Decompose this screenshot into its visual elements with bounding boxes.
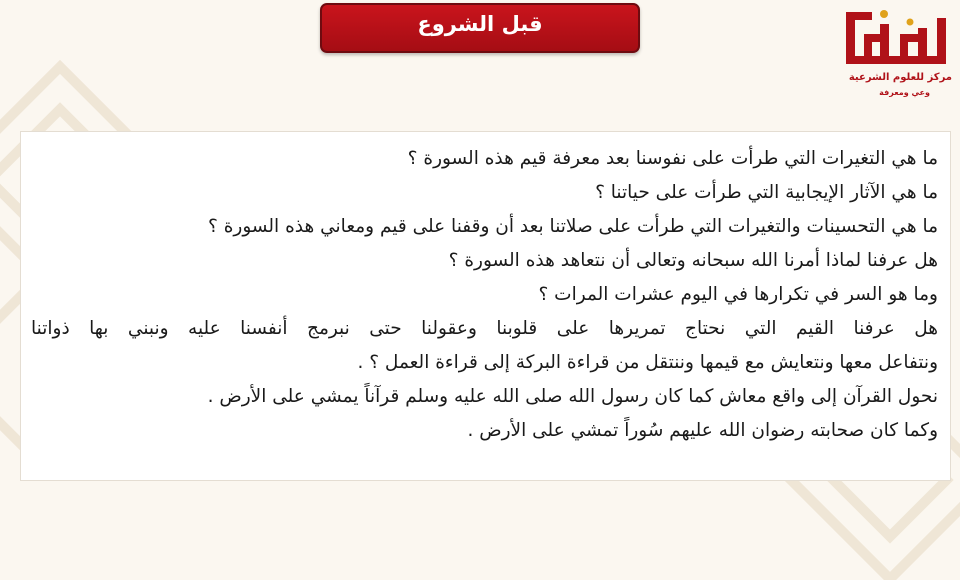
question-line: ما هي الآثار الإيجابية التي طرأت على حياتنا ؟ — [595, 182, 938, 203]
question-line: ما هي التغيرات التي طرأت على نفوسنا بعد معرفة قيم هذه السورة ؟ — [407, 148, 938, 169]
logo-tagline: وعي ومعرفة — [879, 88, 930, 97]
question-line: وما هو السر في تكرارها في اليوم عشرات المرات ؟ — [538, 284, 938, 305]
title-banner — [320, 3, 640, 53]
page-title: قبل الشروع — [417, 12, 543, 36]
content-panel — [20, 131, 951, 481]
logo — [844, 4, 956, 102]
question-line: ونتفاعل معها ونتعايش مع قيمها وننتقل من قراءة البركة إلى قراءة العمل ؟ . — [357, 352, 938, 373]
question-line: وكما كان صحابته رضوان الله عليهم سُوراً تمشي على الأرض . — [467, 420, 938, 441]
question-line: نحول القرآن إلى واقع معاش كما كان رسول الله صلى الله عليه وسلم قرآناً يمشي على الأرض . — [207, 386, 938, 407]
logo-subtitle: مركز للعلوم الشرعية — [848, 72, 952, 83]
question-line: ما هي التحسينات والتغيرات التي طرأت على صلاتنا بعد أن وقفنا على قيم ومعاني هذه السورة ؟ — [208, 216, 938, 237]
logo-wordmark-graphic — [844, 4, 948, 70]
questions-text — [31, 142, 938, 448]
question-line: هل عرفنا القيم التي نحتاج تمريرها على قلوبنا وعقولنا حتى نبرمج أنفسنا عليه ونبني بها ذواتنا — [31, 318, 938, 339]
question-line: هل عرفنا لماذا أمرنا الله سبحانه وتعالى أن نتعاهد هذه السورة ؟ — [448, 250, 938, 271]
